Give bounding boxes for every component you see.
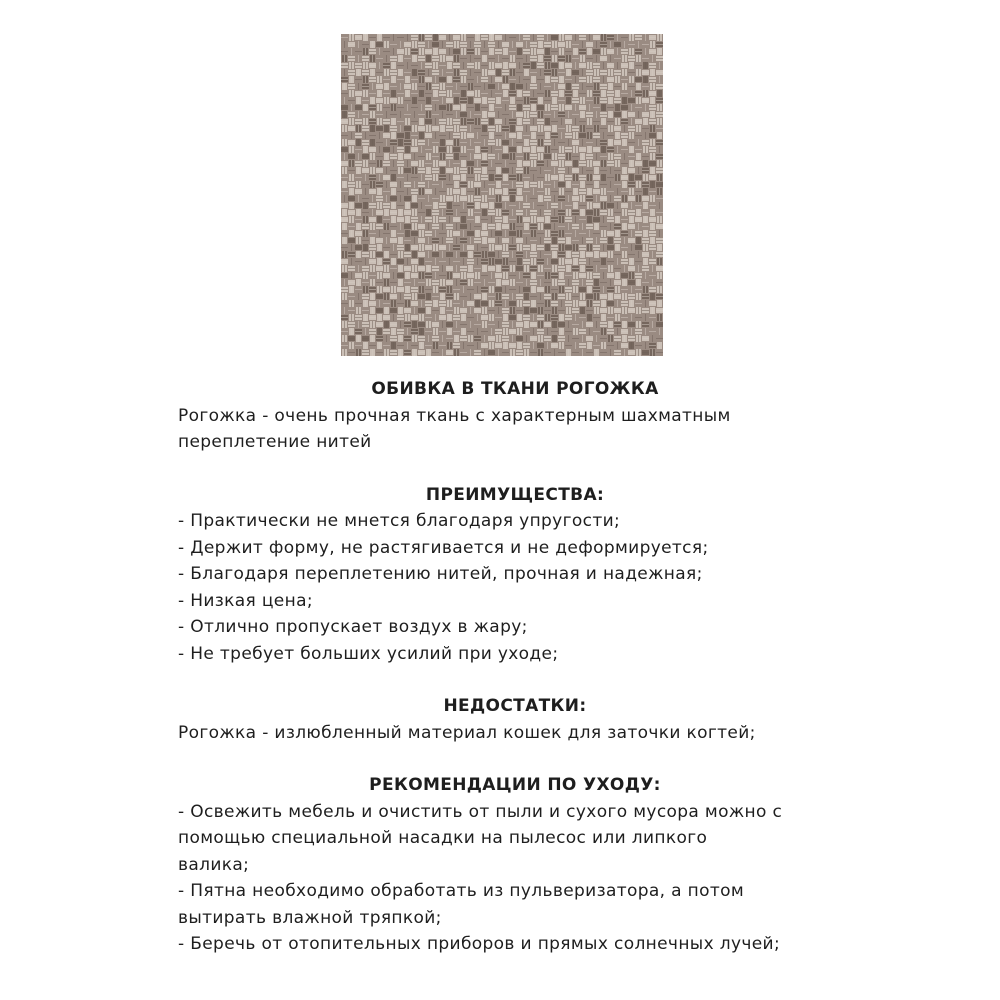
fabric-swatch-image	[341, 34, 663, 356]
care-text-line: валика;	[178, 854, 250, 875]
advantage-item: - Держит форму, не растягивается и не деформируется;	[178, 537, 709, 558]
advantage-item: - Низкая цена;	[178, 590, 313, 611]
upholstery-heading: ОБИВКА В ТКАНИ РОГОЖКА	[371, 379, 659, 399]
woven-fabric-texture-icon	[341, 34, 663, 356]
advantage-item: - Не требует больших усилий при уходе;	[178, 643, 559, 664]
care-text-line: вытирать влажной тряпкой;	[178, 907, 442, 928]
upholstery-text-line: Рогожка - очень прочная ткань с характерным шахматным	[178, 405, 731, 426]
upholstery-text-line: переплетение нитей	[178, 432, 372, 452]
care-text-line: - Беречь от отопительных приборов и прямых солнечных лучей;	[178, 934, 781, 954]
advantage-item: - Практически не мнется благодаря упругости;	[178, 511, 621, 531]
care-text-line: помощью специальной насадки на пылесос или липкого	[178, 828, 708, 848]
advantages-heading: ПРЕИМУЩЕСТВА:	[425, 484, 605, 505]
care-text-line: - Освежить мебель и очистить от пыли и сухого мусора можно с	[178, 801, 783, 822]
disadvantage-item: Рогожка - излюбленный материал кошек для заточки когтей;	[178, 722, 756, 743]
care-heading: РЕКОМЕНДАЦИИ ПО УХОДУ:	[369, 775, 661, 795]
care-text-line: - Пятна необходимо обработать из пульверизатора, а потом	[178, 881, 745, 901]
advantage-item: - Благодаря переплетению нитей, прочная и надежная;	[178, 564, 703, 584]
description-block	[178, 376, 858, 958]
disadvantages-heading: НЕДОСТАТКИ:	[443, 696, 587, 716]
advantage-item: - Отлично пропускает воздух в жару;	[178, 617, 528, 637]
